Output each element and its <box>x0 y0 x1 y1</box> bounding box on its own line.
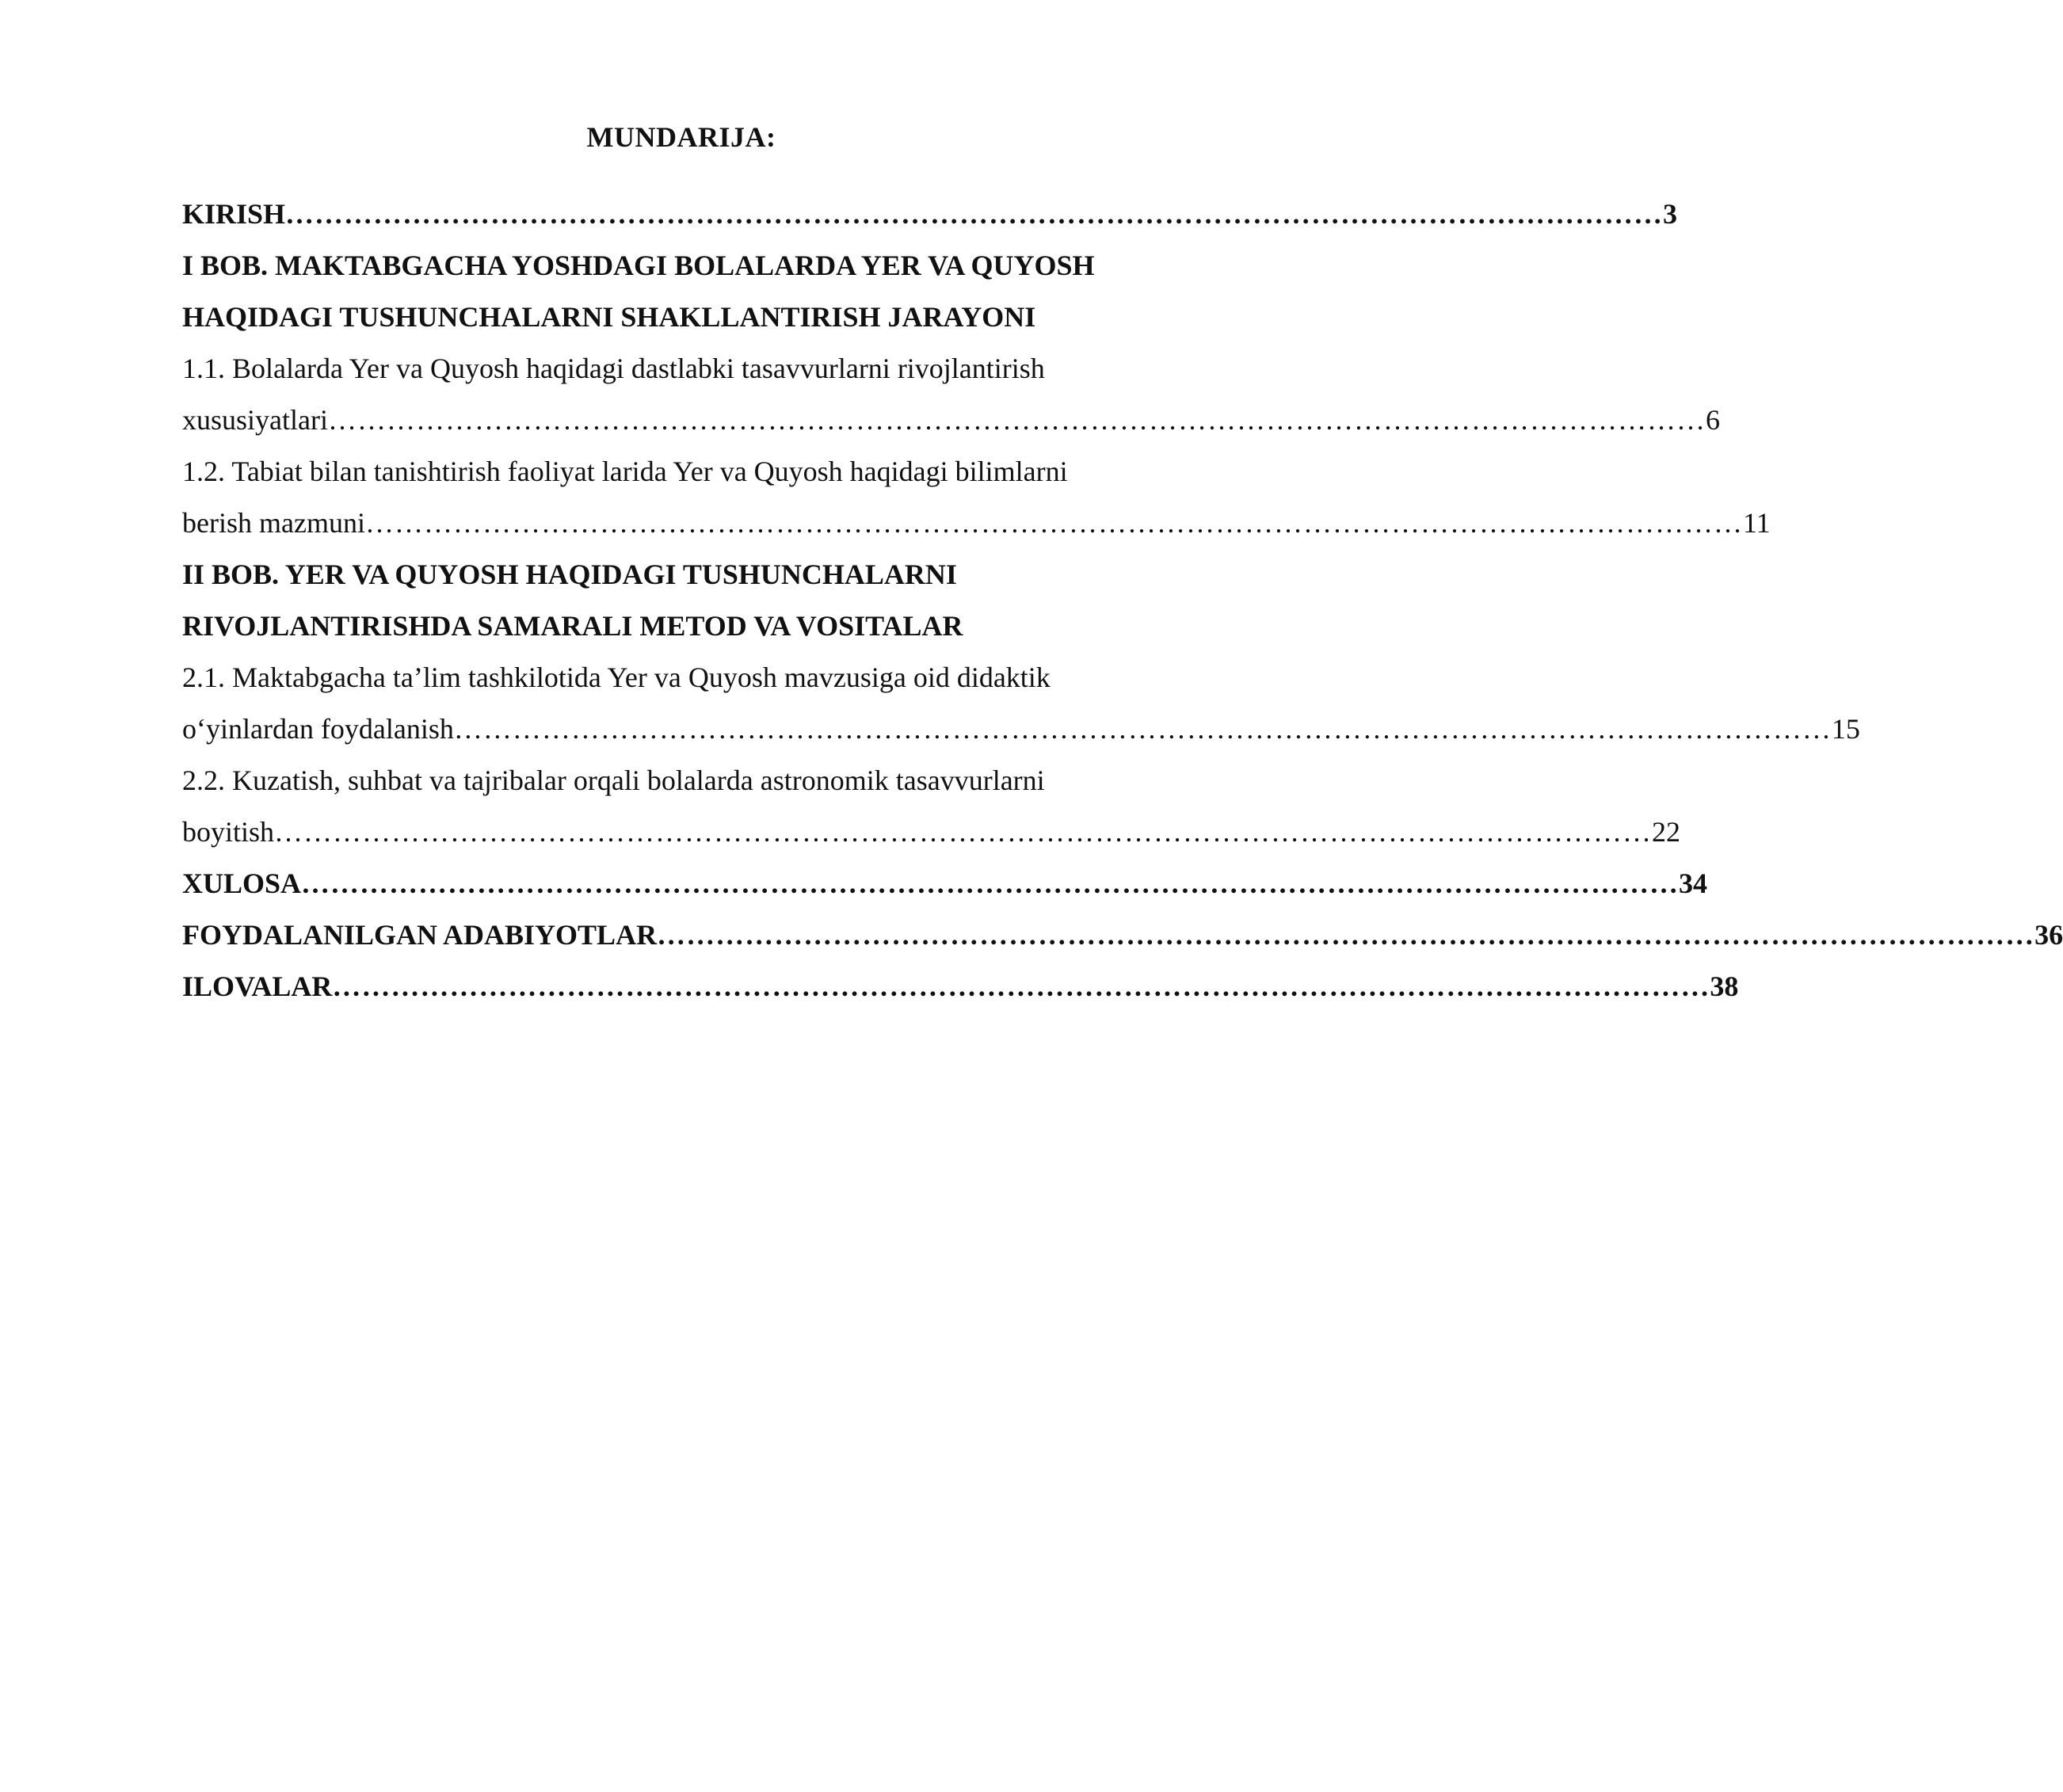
toc-section-2-2-line-2[interactable] <box>182 806 1681 858</box>
toc-section-1-2-line-1[interactable]: 1.2. Tabiat bilan tanishtirish faoliyat larida Yer va Quyosh haqidagi bilimlarni <box>182 456 1068 487</box>
toc-section-1-1-line-1[interactable]: 1.1. Bolalarda Yer va Quyosh haqidagi dastlabki tasavvurlarni rivojlantirish <box>182 353 1045 384</box>
leader-dots: …………………………………………………………………………………………………………………………… <box>453 713 1832 745</box>
toc-page-number: 34 <box>1679 867 1708 899</box>
toc-title: MUNDARIJA: <box>586 121 776 153</box>
leader-dots: …………………………………………………………………………………………………………………………… <box>285 198 1664 230</box>
leader-dots: …………………………………………………………………………………………………………………………… <box>657 919 2035 951</box>
toc-page-number: 38 <box>1710 970 1739 1002</box>
toc-chapter-1-line-2[interactable]: HAQIDAGI TUSHUNCHALARNI SHAKLLANTIRISH JARAYONI <box>182 301 1036 333</box>
toc-page-number: 22 <box>1652 816 1681 848</box>
toc-entry-label: boyitish <box>182 816 275 848</box>
toc-entry-label: o‘yinlardan foydalanish <box>182 713 454 745</box>
toc-page-number: 6 <box>1705 404 1720 436</box>
toc-entry-adabiyotlar[interactable] <box>182 909 2063 961</box>
table-of-contents <box>182 189 2063 1012</box>
leader-dots: …………………………………………………………………………………………………………………………… <box>327 404 1706 436</box>
toc-page-number: 3 <box>1663 198 1678 230</box>
toc-section-2-1-line-2[interactable] <box>182 703 1860 755</box>
toc-page-number: 36 <box>2034 919 2063 951</box>
toc-page-number: 11 <box>1742 507 1771 539</box>
leader-dots: …………………………………………………………………………………………………………………………… <box>301 867 1680 899</box>
toc-chapter-1-line-1[interactable]: I BOB. MAKTABGACHA YOSHDAGI BOLALARDA YER VA QUYOSH <box>182 250 1095 281</box>
toc-entry-label: berish mazmuni <box>182 507 365 539</box>
toc-entry-ilovalar[interactable] <box>182 961 1739 1012</box>
toc-entry-xulosa[interactable] <box>182 858 1708 909</box>
toc-entry-label: ILOVALAR <box>182 970 333 1002</box>
toc-chapter-2-line-2[interactable]: RIVOJLANTIRISHDA SAMARALI METOD VA VOSITALAR <box>182 610 963 642</box>
toc-page-number: 15 <box>1831 713 1860 745</box>
toc-entry-label: FOYDALANILGAN ADABIYOTLAR <box>182 919 658 951</box>
toc-chapter-2-line-1[interactable]: II BOB. YER VA QUYOSH HAQIDAGI TUSHUNCHALARNI <box>182 559 957 590</box>
toc-section-1-2-line-2[interactable] <box>182 498 1771 549</box>
toc-section-2-2-line-1[interactable]: 2.2. Kuzatish, suhbat va tajribalar orqali bolalarda astronomik tasavvurlarni <box>182 764 1045 796</box>
leader-dots: …………………………………………………………………………………………………………………………… <box>364 507 1743 539</box>
toc-section-1-1-line-2[interactable] <box>182 395 1720 446</box>
toc-entry-label: xususiyatlari <box>182 404 328 436</box>
toc-entry-label: KIRISH <box>182 198 286 230</box>
toc-section-2-1-line-1[interactable]: 2.1. Maktabgacha ta’lim tashkilotida Yer va Quyosh mavzusiga oid didaktik <box>182 662 1051 693</box>
leader-dots: …………………………………………………………………………………………………………………………… <box>274 816 1653 848</box>
toc-entry-label: XULOSA <box>182 867 302 899</box>
toc-entry-kirish[interactable] <box>182 189 1678 240</box>
leader-dots: …………………………………………………………………………………………………………………………… <box>332 970 1710 1002</box>
